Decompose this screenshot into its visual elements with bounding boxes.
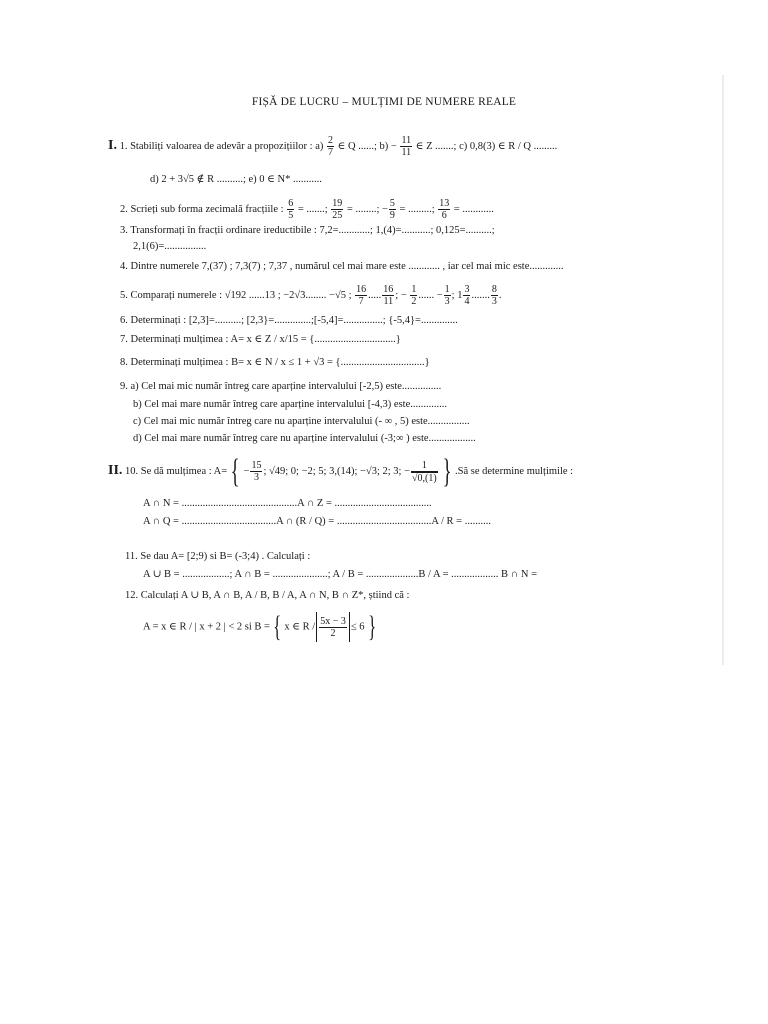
- q12-sets: A = x ∈ R / | x + 2 | < 2 si B = { x ∈ R / $\frac{5x - 3}{2}$ ≤ 6 }: [143, 610, 376, 643]
- q1-a-tail: ∈ Q ......; b) −: [337, 140, 397, 152]
- q10-line1: A ∩ N = ............................................A ∩ Z = .....................................: [143, 498, 432, 509]
- q1-intro: 1. Stabiliți valoarea de adevăr a propozițiilor : a): [119, 140, 324, 152]
- q9-b: b) Cel mai mare număr întreg care aparține intervalului [-4,3) este..............: [133, 399, 448, 410]
- q12-line1: 12. Calculați A ∪ B, A ∩ B, A / B, B / A, A ∩ N, B ∩ Z*, știind că :: [125, 590, 410, 601]
- q1-fraction-a: $\frac{2}{7}$: [328, 135, 333, 158]
- q4-line: 4. Dintre numerele 7,(37) ; 7,3(7) ; 7,37 , numărul cel mai mare este ............ , iar cel mai mic este.............: [120, 261, 564, 272]
- part1-label: I.: [108, 137, 117, 153]
- q10-outro: .Să se determine mulțimile :: [454, 466, 574, 477]
- q9-d: d) Cel mai mare număr întreg care nu aparține intervalului (-3;∞ ) este..................: [133, 433, 476, 444]
- q2-intro: 2. Scrieți sub forma zecimală fracțiile :: [120, 203, 284, 215]
- q1-fraction-b: $\frac{11}{11}$: [401, 135, 412, 158]
- q9-c: c) Cel mai mic număr întreg care nu aparține intervalului (- ∞ , 5) este................: [133, 416, 470, 427]
- q11-line1: 11. Se dau A= [2;9) si B= (-3;4) . Calculați :: [125, 551, 311, 562]
- q1-line2: d) 2 + 3√5 ∉ R ..........; e) 0 ∈ N* ...........: [150, 174, 322, 185]
- set-b-open-brace: {: [273, 610, 282, 643]
- abs-bar-right: [349, 612, 350, 642]
- q7-line: 7. Determinați mulțimea : A= x ∈ Z / x/15 = {...............................}: [120, 334, 401, 345]
- q5-fraction-3a: $\frac{3}{4}$: [464, 284, 470, 307]
- q11-line2: A ∪ B = ..................; A ∩ B = .....................; A / B = ....................B / A = .................. B ∩ N =: [143, 569, 537, 580]
- q10-line: II. 10. Se dă mulțimea : A= { − $\frac{15}{3}$ ; √49; 0; −2; 5; 3,(14); −√3; 2; 3; − $\frac{1}{√0,(1)}$ } .Să se determine mulțimile :: [108, 452, 574, 490]
- q2-fraction-3: $\frac{5}{9}$: [389, 198, 395, 221]
- q9-a: 9. a) Cel mai mic număr întreg care aparține intervalului [-2,5) este...............: [120, 381, 442, 392]
- set-close-brace: }: [442, 452, 452, 490]
- part2-label: II.: [108, 463, 123, 478]
- abs-bar-left: [316, 612, 317, 642]
- q2-line: 2. Scrieți sub forma zecimală fracțiile : $\frac{6}{5}$ = .......; $\frac{19}{25}$ = ........; − $\frac{5}{9}$ = .........; $\frac{13}{6}$ = ............: [120, 198, 494, 221]
- scan-edge: [722, 75, 724, 665]
- q5-intro: 5. Comparați numerele :: [120, 289, 223, 301]
- q2-fraction-4: $\frac{13}{6}$: [439, 198, 450, 221]
- q5-fraction-1a: $\frac{16}{7}$: [356, 284, 367, 307]
- q5-line: 5. Comparați numerele : √192 ......13 ; −2√3........ −√5 ; $\frac{16}{7}$ ..... $\frac{16}{11}$ ; − $\frac{1}{2}$ ...... − $\frac{1}{3}$ ; 1 $\frac{3}{4}$ ....... $\frac{8}{3}$ .: [120, 284, 502, 307]
- q5-fraction-3b: $\frac{8}{3}$: [491, 284, 497, 307]
- q12-set-a: A = x ∈ R / | x + 2 | < 2 si B =: [143, 621, 270, 633]
- q1-line1: [108, 135, 557, 158]
- q2-fraction-2: $\frac{19}{25}$: [332, 198, 343, 221]
- q3-line2: 2,1(6)=................: [133, 241, 207, 252]
- q10-intro: 10. Se dă mulțimea : A=: [125, 466, 228, 477]
- q5-fraction-1b: $\frac{16}{11}$: [383, 284, 394, 307]
- q10-line2: A ∩ Q = ....................................A ∩ (R / Q) = ....................................A / R = ..........: [143, 516, 491, 527]
- q12-fraction: $\frac{5x - 3}{2}$: [320, 615, 346, 639]
- q5-fraction-2a: $\frac{1}{2}$: [411, 284, 417, 307]
- q10-fraction-last: $\frac{1}{√0,(1)}$: [412, 459, 437, 484]
- set-open-brace: {: [230, 452, 240, 490]
- q5-part1: √192 ......13 ; −2√3........ −√5 ;: [224, 289, 352, 301]
- page-title: FIȘĂ DE LUCRU – MULȚIMI DE NUMERE REALE: [251, 96, 517, 108]
- q6-line: 6. Determinați : [2,3]=..........; [2,3}=..............;[-5,4]=...............; {-5,4}=..............: [120, 315, 458, 326]
- q5-fraction-2b: $\frac{1}{3}$: [444, 284, 450, 307]
- q3-line1: 3. Transformați în fracții ordinare ireductibile : 7,2=............; 1,(4)=...........; 0,125=..........;: [120, 225, 495, 236]
- q8-line: 8. Determinați mulțimea : B= x ∈ N / x ≤ 1 + √3 = {................................}: [120, 357, 430, 368]
- q10-elements: ; √49; 0; −2; 5; 3,(14); −√3; 2; 3; −: [263, 466, 410, 477]
- set-b-close-brace: }: [367, 610, 376, 643]
- q1-b-tail: ∈ Z .......; c) 0,8(3) ∈ R / Q .........: [415, 140, 558, 152]
- q10-fraction-15-3: $\frac{15}{3}$: [251, 460, 262, 484]
- q2-fraction-1: $\frac{6}{5}$: [288, 198, 294, 221]
